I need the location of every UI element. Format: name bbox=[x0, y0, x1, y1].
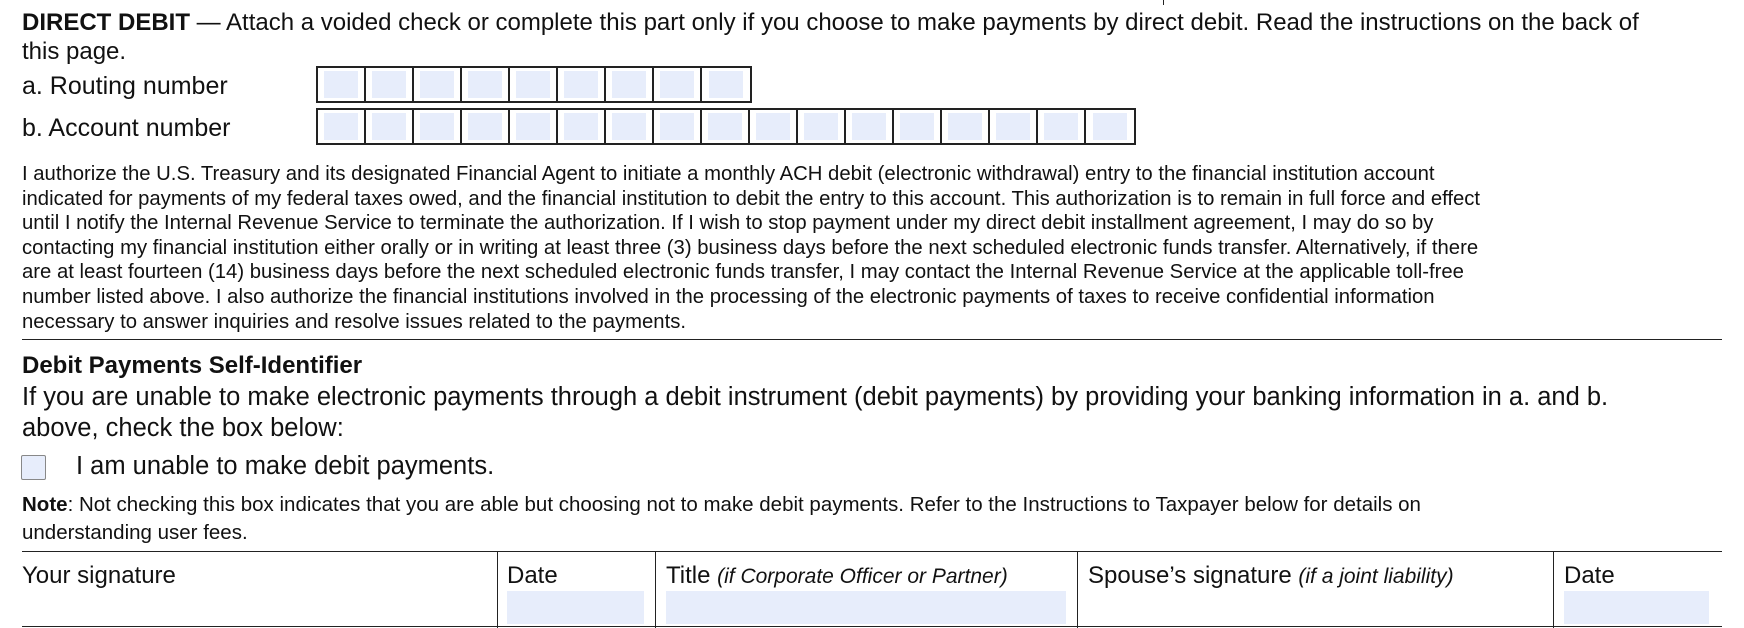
digit-fill bbox=[420, 113, 454, 140]
routing-number-input[interactable] bbox=[316, 66, 752, 103]
digit-box[interactable] bbox=[654, 110, 702, 143]
authorization-line: necessary to answer inquiries and resolve issues related to the payments. bbox=[22, 310, 686, 333]
authorization-line: number listed above. I also authorize the financial institutions involved in the processing of the electronic payments of taxes to receive confidential information bbox=[22, 286, 1435, 308]
digit-fill bbox=[948, 113, 982, 140]
date-label-2: Date bbox=[1564, 562, 1615, 589]
digit-fill bbox=[900, 113, 934, 140]
digit-box[interactable] bbox=[990, 110, 1038, 143]
digit-box[interactable] bbox=[558, 110, 606, 143]
digit-fill bbox=[1044, 113, 1078, 140]
digit-box[interactable] bbox=[702, 110, 750, 143]
digit-fill bbox=[516, 113, 550, 140]
digit-box[interactable] bbox=[606, 110, 654, 143]
digit-fill bbox=[756, 113, 790, 140]
digit-box[interactable] bbox=[366, 68, 414, 101]
title-hint: (if Corporate Officer or Partner) bbox=[717, 565, 1008, 588]
authorization-line: indicated for payments of my federal taxes owed, and the financial institution to debit the entry to this account. This authorization is to remain in full force and effect bbox=[22, 187, 1481, 210]
self-identifier-text-2: above, check the box below: bbox=[22, 414, 344, 442]
spouse-signature-text: Spouse’s signature bbox=[1088, 562, 1292, 589]
signature-row-top-border bbox=[22, 551, 1722, 552]
digit-box[interactable] bbox=[462, 68, 510, 101]
digit-fill bbox=[660, 71, 694, 98]
digit-box[interactable] bbox=[558, 68, 606, 101]
digit-box[interactable] bbox=[462, 110, 510, 143]
digit-box[interactable] bbox=[414, 110, 462, 143]
title-label-text: Title bbox=[666, 562, 711, 589]
authorization-line: I authorize the U.S. Treasury and its designated Financial Agent to initiate a monthly ACH debit (electronic withdrawal) entry to the financial institution account bbox=[22, 163, 1435, 185]
note-text-1: : Not checking this box indicates that you are able but choosing not to make debit payments. Refer to the Instructions to Taxpayer below for details on bbox=[67, 493, 1421, 516]
digit-fill bbox=[564, 71, 598, 98]
digit-fill bbox=[709, 71, 743, 98]
self-identifier-title: Debit Payments Self-Identifier bbox=[22, 352, 363, 379]
digit-fill bbox=[516, 71, 550, 98]
digit-fill bbox=[372, 71, 406, 98]
date-label-1: Date bbox=[507, 562, 558, 589]
digit-fill bbox=[804, 113, 838, 140]
note-text-2: understanding user fees. bbox=[22, 521, 248, 544]
digit-fill bbox=[468, 71, 502, 98]
digit-box[interactable] bbox=[318, 68, 366, 101]
digit-box[interactable] bbox=[750, 110, 798, 143]
direct-debit-intro bbox=[22, 9, 1639, 37]
authorization-line: contacting my financial institution either orally or in writing at least three (3) business days before the next scheduled electronic funds transfer. Alternatively, if there bbox=[22, 236, 1479, 259]
digit-fill bbox=[612, 71, 646, 98]
note-text bbox=[22, 491, 1421, 519]
unable-debit-label: I am unable to make debit payments. bbox=[76, 452, 495, 480]
digit-fill bbox=[564, 113, 598, 140]
routing-number-label: a. Routing number bbox=[22, 72, 228, 100]
date-input-2[interactable] bbox=[1564, 591, 1709, 624]
signature-divider-1 bbox=[497, 551, 498, 628]
digit-fill bbox=[612, 113, 646, 140]
your-signature-label: Your signature bbox=[22, 562, 176, 589]
signature-divider-4 bbox=[1553, 551, 1554, 628]
digit-fill bbox=[996, 113, 1030, 140]
note-label: Note bbox=[22, 493, 68, 516]
top-divider bbox=[1163, 0, 1164, 5]
digit-box[interactable] bbox=[702, 68, 750, 101]
direct-debit-heading: DIRECT DEBIT bbox=[22, 9, 190, 36]
digit-box[interactable] bbox=[510, 110, 558, 143]
signature-row-bottom-border bbox=[22, 626, 1722, 627]
spouse-hint: (if a joint liability) bbox=[1298, 565, 1454, 588]
digit-fill bbox=[324, 113, 358, 140]
signature-divider-2 bbox=[655, 551, 656, 628]
digit-box[interactable] bbox=[1038, 110, 1086, 143]
direct-debit-intro-cont: this page. bbox=[22, 38, 127, 65]
title-label bbox=[666, 562, 1008, 590]
account-number-label: b. Account number bbox=[22, 114, 231, 142]
digit-box[interactable] bbox=[366, 110, 414, 143]
authorization-line: until I notify the Internal Revenue Service to terminate the authorization. If I wish to stop payment under my direct debit installment agreement, I may do so by bbox=[22, 212, 1434, 235]
digit-fill bbox=[324, 71, 358, 98]
digit-box[interactable] bbox=[606, 68, 654, 101]
digit-box[interactable] bbox=[798, 110, 846, 143]
digit-box[interactable] bbox=[942, 110, 990, 143]
digit-box[interactable] bbox=[1086, 110, 1134, 143]
digit-fill bbox=[708, 113, 742, 140]
self-identifier-text-1: If you are unable to make electronic payments through a debit instrument (debit payments) by providing your banking information in a. and b. bbox=[22, 383, 1609, 411]
digit-box[interactable] bbox=[414, 68, 462, 101]
spouse-signature-label bbox=[1088, 562, 1454, 590]
direct-debit-intro-text: — Attach a voided check or complete this part only if you choose to make payments by direct debit. Read the instructions on the back of bbox=[190, 9, 1639, 36]
title-input[interactable] bbox=[666, 591, 1066, 624]
authorization-line: are at least fourteen (14) business days before the next scheduled electronic funds transfer, I may contact the Internal Revenue Service at the applicable toll-free bbox=[22, 261, 1464, 284]
digit-box[interactable] bbox=[318, 110, 366, 143]
digit-fill bbox=[468, 113, 502, 140]
signature-divider-3 bbox=[1077, 551, 1078, 628]
unable-debit-checkbox[interactable] bbox=[21, 455, 46, 480]
digit-fill bbox=[1093, 113, 1127, 140]
digit-fill bbox=[660, 113, 694, 140]
digit-fill bbox=[372, 113, 406, 140]
digit-box[interactable] bbox=[654, 68, 702, 101]
digit-fill bbox=[852, 113, 886, 140]
digit-box[interactable] bbox=[510, 68, 558, 101]
digit-box[interactable] bbox=[894, 110, 942, 143]
date-input-1[interactable] bbox=[507, 591, 644, 624]
digit-box[interactable] bbox=[846, 110, 894, 143]
digit-fill bbox=[420, 71, 454, 98]
account-number-input[interactable] bbox=[316, 108, 1136, 145]
section-divider bbox=[22, 339, 1722, 340]
